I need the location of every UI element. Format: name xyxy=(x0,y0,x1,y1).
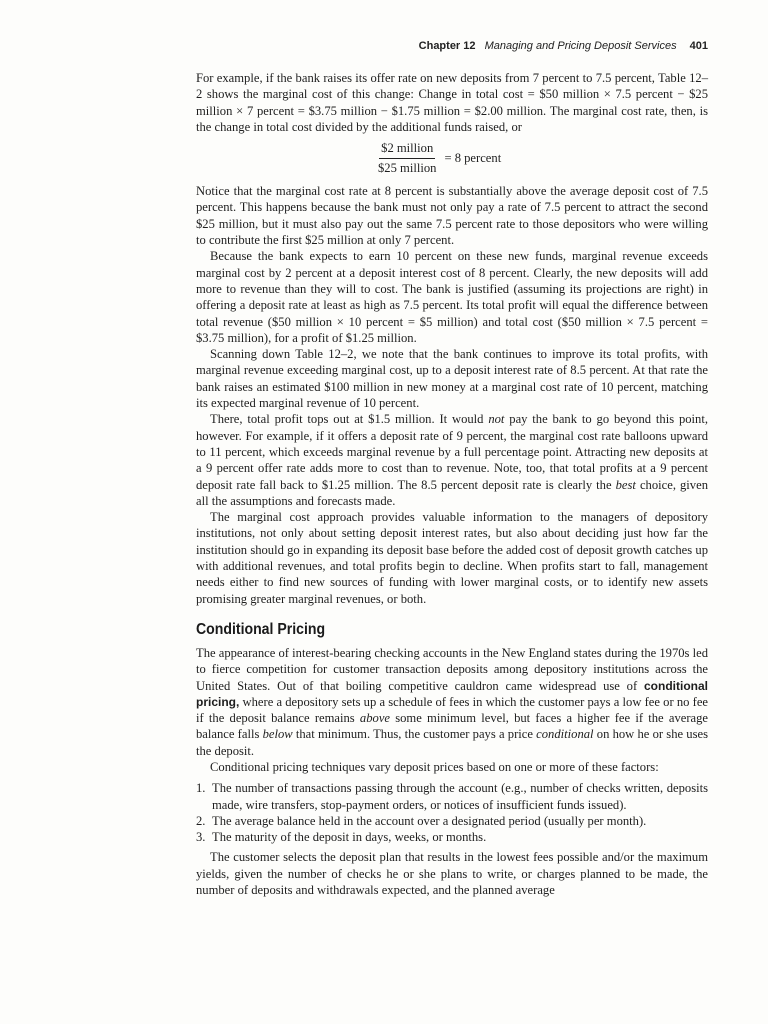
list-item-number: 2. xyxy=(196,813,206,828)
paragraph-5-text-c: choice, given all the assumptions and forecasts made. xyxy=(196,477,708,508)
formula-numerator: $2 million xyxy=(379,140,435,159)
paragraph-9: The customer selects the deposit plan that results in the lowest fees possible and/or the maximum yields, given the number of checks he or she plans to write, or charges planned to be made, the number of deposits and withdrawals expected, and the planned average xyxy=(196,850,708,898)
paragraph-7-emphasis-conditional: conditional xyxy=(536,727,594,742)
list-item-number: 3. xyxy=(196,830,206,845)
paragraph-7 xyxy=(196,645,708,759)
paragraph-7-text-d: that minimum. Thus, the customer pays a price xyxy=(292,727,537,742)
page-number: 401 xyxy=(689,40,708,52)
running-head xyxy=(419,40,708,52)
paragraph-7-text-b: where a depository sets up a schedule of fees in which the customer pays a low fee or no fee if the deposit balance remains xyxy=(196,694,708,726)
list-item xyxy=(196,813,708,829)
paragraph-2: Notice that the marginal cost rate at 8 percent is substantially above the average deposit cost of 7.5 percent. This happens because the bank must not only pay a rate of 7.5 percent to attract the second $25 million, but it must also pay out the same 7.5 percent rate to those depositors who were willing to contribute the first $25 million at only 7 percent. xyxy=(196,184,708,248)
paragraph-4: Scanning down Table 12–2, we note that the bank continues to improve its total profits, with marginal revenue exceeding marginal cost, up to a deposit interest rate of 8.5 percent. At that rate the bank raises an estimated $100 million in new money at a marginal cost rate of 10 percent, matching its expected marginal revenue of 10 percent. xyxy=(196,347,708,411)
paragraph-7-text-c: some minimum level, but faces a higher fee if the average balance falls xyxy=(196,711,708,742)
paragraph-5-text-a: There, total profit tops out at $1.5 million. It would xyxy=(210,412,489,427)
paragraph-7-text-e: on how he or she uses the deposit. xyxy=(196,727,708,758)
list-item-text: The maturity of the deposit in days, weeks, or months. xyxy=(212,830,487,845)
list-item-text: The average balance held in the account over a designated period (usually per month). xyxy=(212,813,647,828)
formula-result: = 8 percent xyxy=(444,151,502,166)
chapter-label: Chapter 12 xyxy=(418,40,476,52)
body-text xyxy=(196,70,708,898)
list-item-number: 1. xyxy=(196,781,206,796)
chapter-title: Managing and Pricing Deposit Services xyxy=(484,40,677,52)
paragraph-6: The marginal cost approach provides valuable information to the managers of depository institutions, not only about setting deposit interest rates, but also about deciding just how far the institution should go in expanding its deposit base before the added cost of deposit growth catches up with additional revenues, and total profits begin to decline. When profits start to fall, management needs either to find new sources of funding with lower marginal costs, or to identify new assets promising greater marginal revenues, or both. xyxy=(196,510,708,606)
paragraph-5-text-b: pay the bank to go beyond this point, however. For example, if it offers a deposit rate of 9 percent, the marginal cost rate balloons upward to 11 percent, which exceeds marginal revenue by a full percentage point. Attracting new deposits at a 9 percent offer rate adds more to cost than to revenue. Note, too, that total profits at a 9 percent deposit rate fall back to $1.25 million. The 8.5 percent deposit rate is clearly the xyxy=(196,412,708,492)
key-term-conditional-pricing: conditional pricing, xyxy=(196,678,708,709)
marginal-cost-formula xyxy=(376,140,708,177)
paragraph-7-text-a: The appearance of interest-bearing checking accounts in the New England states during the 1970s led to fierce competition for customer transaction deposits among depository institutions across the United States. Out of that boiling competitive cauldron came widespread use of xyxy=(196,645,708,693)
paragraph-5-emphasis-best: best xyxy=(615,477,636,492)
section-heading: Conditional Pricing xyxy=(196,620,326,638)
paragraph-7-emphasis-above: above xyxy=(359,711,390,726)
paragraph-1: For example, if the bank raises its offer rate on new deposits from 7 percent to 7.5 percent, Table 12–2 shows the marginal cost of this change: Change in total cost = $50 million × 7.5 percent − $25 million × 7 percent = $3.75 million − $1.75 million = $2.00 million. The marginal cost rate, then, is the change in total cost divided by the additional funds raised, or xyxy=(196,71,708,134)
paragraph-7-emphasis-below: below xyxy=(262,727,293,742)
fraction xyxy=(376,140,438,177)
paragraph-8: Conditional pricing techniques vary deposit prices based on one or more of these factors: xyxy=(210,759,659,774)
factor-list xyxy=(196,780,708,845)
list-item xyxy=(196,780,708,813)
formula-denominator: $25 million xyxy=(378,161,437,176)
paragraph-5-emphasis-not: not xyxy=(488,412,505,427)
list-item-text: The number of transactions passing through the account (e.g., number of checks written, deposits made, wire transfers, stop-payment orders, or notices of insufficient funds issued). xyxy=(212,781,708,812)
list-item xyxy=(196,829,708,845)
paragraph-5 xyxy=(196,411,708,509)
paragraph-3: Because the bank expects to earn 10 percent on these new funds, marginal revenue exceeds marginal cost by 2 percent at a deposit interest cost of 8 percent. Clearly, the new deposits will add more to revenue than they will to cost. The bank is justified (assuming its projections are right) in offering a deposit rate at least as high as 7.5 percent. Its total profit will equal the difference between total revenue ($50 million × 10 percent = $5 million) and total cost ($50 million × 7.5 percent = $3.75 million), for a profit of $1.25 million. xyxy=(196,249,708,345)
